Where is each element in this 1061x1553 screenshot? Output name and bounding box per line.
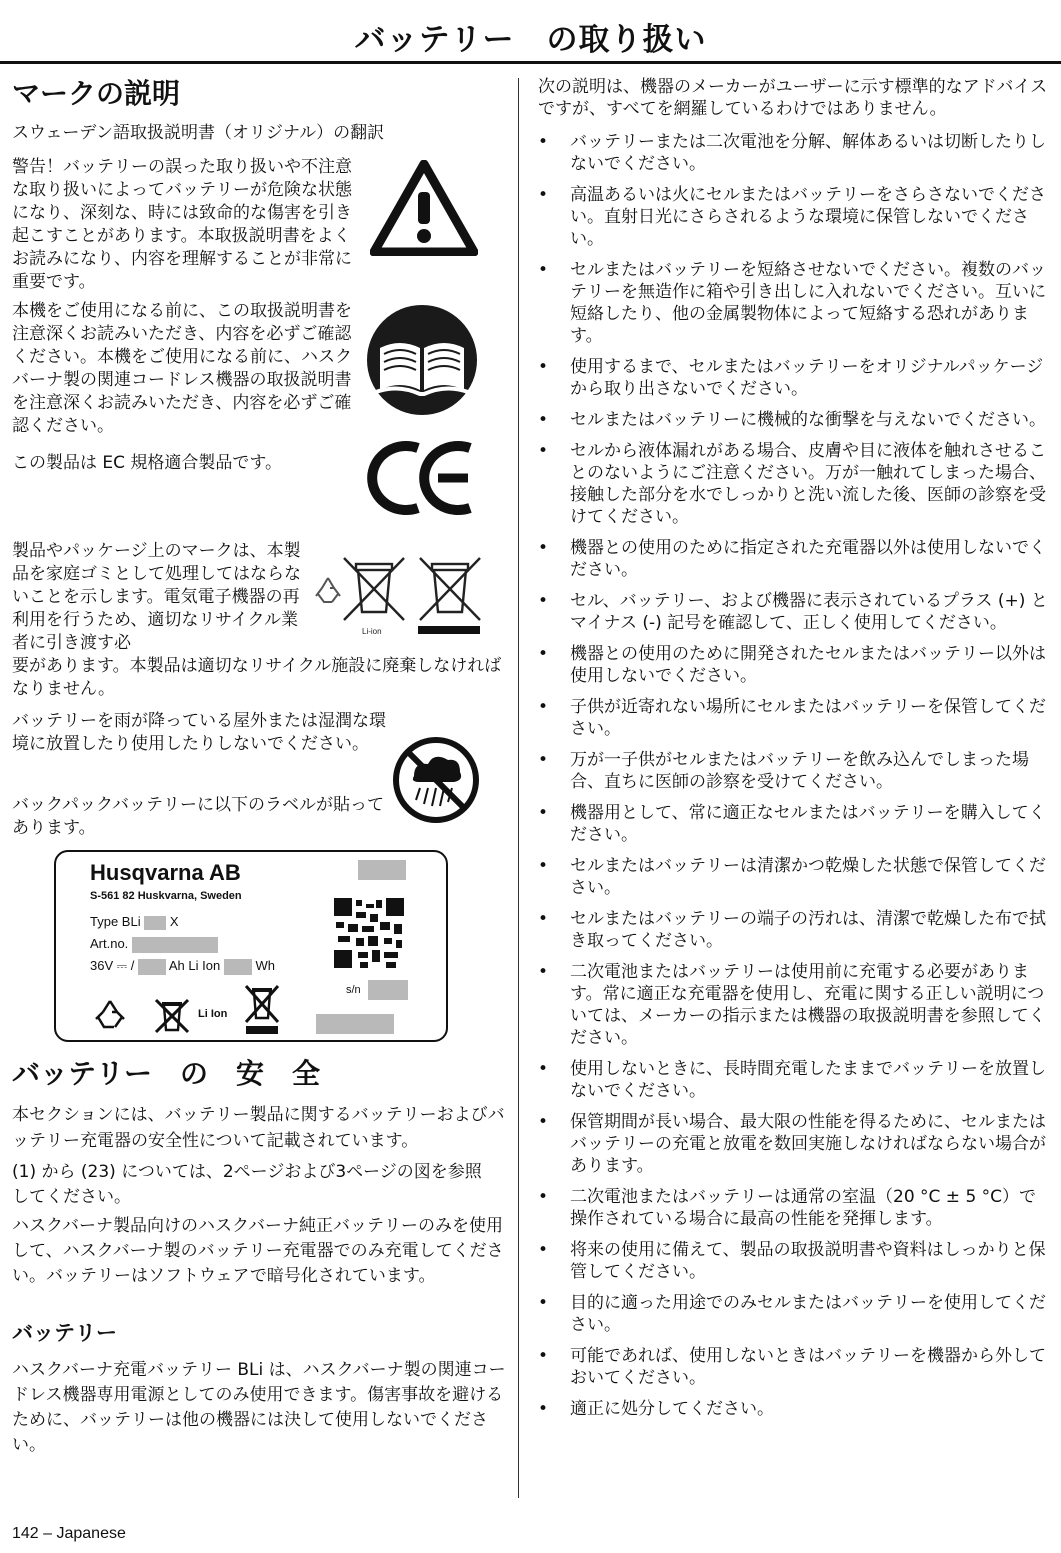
list-item: • セルまたはバッテリーの端子の汚れは、清潔で乾燥した布で拭き取ってください。 <box>538 908 1053 952</box>
warning-triangle-icon <box>370 160 478 256</box>
list-item: • 二次電池またはバッテリーは通常の室温（20 °C ± 5 °C）で操作されている場合に最高の性能を発揮します。 <box>538 1186 1053 1230</box>
right-column <box>538 76 1053 1429</box>
battery-text: ハスクバーナ充電バッテリー BLi は、ハスクバーナ製の関連コードレス機器専用電源としてのみ使用できます。傷害事故を避けるために、バッテリーは他の機器には決して使用しないでください。 <box>12 1360 506 1455</box>
no-rain-icon <box>392 736 480 824</box>
ec-text: この製品は EC 規格適合製品です。 <box>12 453 283 473</box>
list-item: • 目的に適った用途でのみセルまたはバッテリーを使用してください。 <box>538 1292 1053 1336</box>
label-voltage: 36V ⎓ / <box>90 958 135 973</box>
list-item: • 子供が近寄れない場所にセルまたはバッテリーを保管してください。 <box>538 696 1053 740</box>
list-item: • セル、バッテリー、および機器に表示されているプラス (+) とマイナス (-) 記号を確認して、正しく使用してください。 <box>538 590 1053 634</box>
label-type-suffix: X <box>169 914 179 929</box>
list-item: • 保管期間が長い場合、最大限の性能を得るために、セルまたはバッテリーの充電と放電を数回実施しなければならない場合があります。 <box>538 1111 1053 1177</box>
label-ah: Ah Li Ion <box>168 958 221 973</box>
marks-heading: マークの説明 <box>12 77 181 110</box>
label-redaction <box>138 959 166 975</box>
battery-label <box>54 850 448 1042</box>
list-item: • セルまたはバッテリーを短絡させないでください。複数のバッテリーを無造作に箱や引き出しに入れないでください。互いに短絡したり、他の金属製物体によって短絡する恐れがあります。 <box>538 259 1053 347</box>
qr-code-icon <box>332 896 406 970</box>
label-address: S-561 82 Huskvarna, Sweden <box>90 890 242 902</box>
list-item: • 機器との使用のために開発されたセルまたはバッテリー以外は使用しないでください。 <box>538 643 1053 687</box>
label-recycle-icon <box>92 998 128 1030</box>
rain-text: バッテリーを雨が降っている屋外または湿潤な環境に放置したり使用したりしないでください。 <box>12 711 386 754</box>
backpack-text: バックパックバッテリーに以下のラベルが貼ってあります。 <box>12 795 384 838</box>
list-item: • セルまたはバッテリーは清潔かつ乾燥した状態で保管してください。 <box>538 855 1053 899</box>
recycle-text-b: 要があります。本製品は適切なリサイクル施設に廃棄しなければなりません。 <box>12 656 502 699</box>
list-item: • セルから液体漏れがある場合、皮膚や目に液体を触れさせることのないようにご注意ください。万が一触れてしまった場合、接触した部分を水でしっかりと洗い流した後、医師の診察を受けてください。 <box>538 440 1053 528</box>
label-artno <box>90 936 218 953</box>
page-footer: 142 – Japanese <box>12 1525 126 1542</box>
label-wh: Wh <box>255 958 275 973</box>
label-redaction <box>224 959 252 975</box>
list-item: • バッテリーまたは二次電池を分解、解体あるいは切断したりしないでください。 <box>538 131 1053 175</box>
label-crossed-bin-icon <box>152 996 192 1036</box>
label-liion: Li Ion <box>198 1008 228 1020</box>
book-icon <box>366 304 478 416</box>
label-type <box>90 914 179 930</box>
list-item: • 使用するまで、セルまたはバッテリーをオリジナルパッケージから取り出さないでください。 <box>538 356 1053 400</box>
list-item: • 高温あるいは火にセルまたはバッテリーをさらさないでください。直射日光にさらされるような環境に保管しないでください。 <box>538 184 1053 250</box>
list-item: • 機器用として、常に適正なセルまたはバッテリーを購入してください。 <box>538 802 1053 846</box>
label-sn: s/n <box>346 984 361 996</box>
safety-intro: 本セクションには、バッテリー製品に関するバッテリーおよびバッテリー充電器の安全性について記載されています。 <box>12 1105 505 1151</box>
label-crossed-bin-icon-2 <box>242 982 282 1038</box>
label-brand: Husqvarna AB <box>90 860 241 885</box>
li-ion-icon-text: Li-ion <box>362 627 382 636</box>
safety-figure-ref: (1) から (23) については、2ページおよび3ページの図を参照してください。 <box>12 1162 482 1207</box>
list-item: • 将来の使用に備えて、製品の取扱説明書や資料はしっかりと保管してください。 <box>538 1239 1053 1283</box>
page-header <box>0 0 1061 64</box>
label-redaction <box>368 980 408 1000</box>
list-item: • 適正に処分してください。 <box>538 1398 1053 1420</box>
list-item: • 機器との使用のために指定された充電器以外は使用しないでください。 <box>538 537 1053 581</box>
translation-note: スウェーデン語取扱説明書（オリジナル）の翻訳 <box>12 123 385 143</box>
safety-advice-intro: 次の説明は、機器のメーカーがユーザーに示す標準的なアドバイスですが、すべてを網羅しているわけではありません。 <box>538 77 1048 119</box>
safety-advice-list <box>538 131 1053 1420</box>
page-title: バッテリー の取り扱い <box>354 22 707 58</box>
battery-heading: バッテリー <box>12 1321 117 1345</box>
list-item: • 万が一子供がセルまたはバッテリーを飲み込んでしまった場合、直ちに医師の診察を受けてください。 <box>538 749 1053 793</box>
label-redaction <box>144 916 166 930</box>
ce-mark-icon <box>366 436 478 520</box>
label-redaction <box>316 1014 394 1034</box>
label-redaction <box>358 860 406 880</box>
crossed-bin-icon <box>340 554 490 638</box>
warning-text: 警告！バッテリーの誤った取り扱いや不注意な取り扱いによってバッテリーが危険な状態になり、深刻な、時には致命的な傷害を引き起こすことがあります。本取扱説明書をよくお読みになり、内容を理解することが非常に重要です。 <box>12 157 352 292</box>
list-item: • 可能であれば、使用しないときはバッテリーを機器から外しておいてください。 <box>538 1345 1053 1389</box>
label-redaction <box>132 937 218 953</box>
manual-text: 本機をご使用になる前に、この取扱説明書を注意深くお読みいただき、内容を必ずご確認ください。本機をご使用になる前に、ハスクバーナ製の関連コードレス機器の取扱説明書を注意深くお読みいただき、内容を必ずご確認ください。 <box>12 301 352 436</box>
safety-original-battery: ハスクバーナ製品向けのハスクバーナ純正バッテリーのみを使用して、ハスクバーナ製のバッテリー充電器でのみ充電してください。バッテリーはソフトウェアで暗号化されています。 <box>12 1216 504 1286</box>
list-item: • 二次電池またはバッテリーは使用前に充電する必要があります。常に適正な充電器を使用し、充電に関する正しい説明については、メーカーの指示または機器の取扱説明書を参照してください。 <box>538 961 1053 1049</box>
column-divider <box>518 78 519 1498</box>
safety-heading: バッテリー の 安 全 <box>12 1057 321 1090</box>
recycle-text-a: 製品やパッケージ上のマークは、本製品を家庭ゴミとして処理してはならないことを示します。電気電子機器の再利用を行うため、適切なリサイクル業者に引き渡す必 <box>12 541 301 653</box>
list-item: • 使用しないときに、長時間充電したままでバッテリーを放置しないでください。 <box>538 1058 1053 1102</box>
label-rating <box>90 958 275 975</box>
label-type-text: Type BLi <box>90 914 141 929</box>
label-artno-text: Art.no. <box>90 936 129 951</box>
list-item: • セルまたはバッテリーに機械的な衝撃を与えないでください。 <box>538 409 1053 431</box>
